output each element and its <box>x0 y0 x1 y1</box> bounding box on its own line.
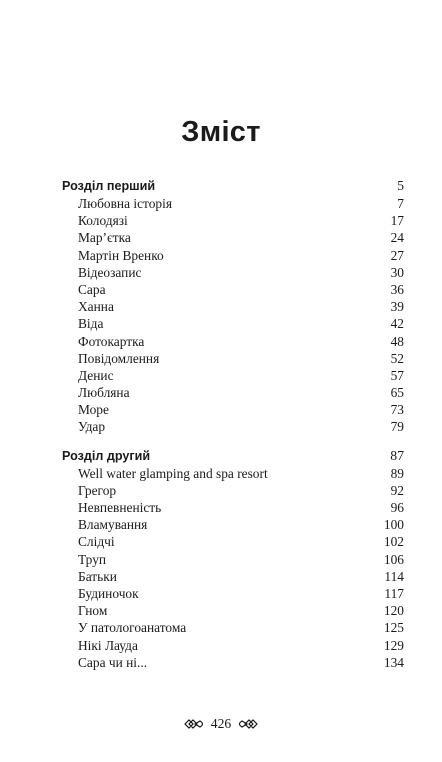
toc-section-page: 5 <box>397 178 404 193</box>
toc-entry-title: Любовна історія <box>78 196 172 211</box>
toc-entry-page: 129 <box>383 637 404 653</box>
toc-entry-title: Грегор <box>78 482 117 498</box>
ornament-icon <box>184 719 206 729</box>
toc-entry[interactable] <box>62 568 404 585</box>
toc-entry-page: 134 <box>383 654 404 670</box>
toc-entry[interactable] <box>62 516 404 533</box>
toc-entry-title: Well water glamping and spa resort <box>78 465 268 481</box>
toc-entry-title: Слідчі <box>78 534 115 550</box>
toc-entry-page: 89 <box>390 465 404 481</box>
page-number: 426 <box>210 716 232 731</box>
toc-section-heading[interactable] <box>62 176 404 195</box>
toc-section <box>62 176 404 436</box>
toc-entry-page: 27 <box>390 247 404 263</box>
ornament-icon <box>236 719 258 729</box>
table-of-contents <box>62 176 404 671</box>
toc-entry-page: 102 <box>383 534 404 550</box>
toc-entry[interactable] <box>62 482 404 499</box>
toc-entry[interactable] <box>62 315 404 332</box>
toc-entry-title: Сара <box>78 281 106 297</box>
toc-entry-page: 120 <box>383 603 404 619</box>
toc-entry-page: 65 <box>390 385 404 401</box>
toc-entry-title: Батьки <box>78 568 117 584</box>
toc-entry[interactable] <box>62 602 404 619</box>
toc-entry-page: 73 <box>390 402 404 418</box>
toc-entry-page: 48 <box>390 333 404 349</box>
toc-entry[interactable] <box>62 418 404 435</box>
toc-entry[interactable] <box>62 401 404 418</box>
toc-entry-page: 106 <box>383 551 404 567</box>
toc-section-title: Розділ другий <box>62 448 151 463</box>
toc-entry-title: Будиночок <box>78 585 139 601</box>
toc-entry[interactable] <box>62 654 404 671</box>
toc-entry[interactable] <box>62 281 404 298</box>
toc-entry-title: Вламування <box>78 517 148 533</box>
toc-entry[interactable] <box>62 619 404 636</box>
toc-section-page: 87 <box>390 447 404 463</box>
toc-entry-title: Колодязі <box>78 213 128 229</box>
toc-section <box>62 446 404 671</box>
toc-entry-title: Повідомлення <box>78 350 160 366</box>
toc-entry-page: 36 <box>390 281 404 297</box>
toc-entry-title: Мартін Вренко <box>78 247 164 263</box>
toc-entry[interactable] <box>62 384 404 401</box>
toc-entry-title: Море <box>78 402 109 418</box>
toc-entry[interactable] <box>62 585 404 602</box>
toc-entry-page: 17 <box>390 213 404 229</box>
toc-entry-page: 39 <box>390 299 404 315</box>
toc-entry-title: Гном <box>78 603 108 619</box>
toc-section-heading[interactable] <box>62 446 404 465</box>
toc-entry-page: 117 <box>384 585 404 601</box>
toc-entry[interactable] <box>62 533 404 550</box>
toc-entry-title: Удар <box>78 419 106 435</box>
toc-section-title: Розділ перший <box>62 179 156 193</box>
toc-entry-page: 52 <box>390 350 404 366</box>
toc-entry-page: 42 <box>390 316 404 332</box>
toc-entry[interactable] <box>62 264 404 281</box>
toc-entry[interactable] <box>62 367 404 384</box>
toc-entry-page: 96 <box>390 500 404 515</box>
toc-entry-title: Відеозапис <box>78 264 142 280</box>
toc-entry-title: У патологоанатома <box>78 620 187 636</box>
toc-entry-title: Денис <box>78 367 114 383</box>
toc-entry-title: Невпевненість <box>78 500 162 515</box>
toc-entry-page: 100 <box>383 517 404 533</box>
toc-entry[interactable] <box>62 247 404 264</box>
toc-entry[interactable] <box>62 298 404 315</box>
toc-entry-title: Фотокартка <box>78 333 145 349</box>
toc-entry-title: Труп <box>78 551 107 567</box>
page-title: Зміст <box>181 116 261 148</box>
toc-entry[interactable] <box>62 551 404 568</box>
toc-entry[interactable] <box>62 229 404 246</box>
toc-entry-page: 92 <box>390 482 404 498</box>
toc-entry-page: 7 <box>397 196 404 211</box>
toc-entry-title: Нікі Лауда <box>78 637 138 653</box>
toc-entry-title: Мар’єтка <box>78 230 131 246</box>
toc-entry-title: Любляна <box>78 385 130 401</box>
page-footer <box>0 715 442 733</box>
toc-entry-page: 125 <box>383 620 404 636</box>
toc-entry[interactable] <box>62 333 404 350</box>
toc-entry-page: 114 <box>384 568 404 584</box>
toc-entry-title: Віда <box>78 316 104 332</box>
toc-entry-page: 57 <box>390 367 404 383</box>
toc-entry[interactable] <box>62 637 404 654</box>
toc-entry-page: 79 <box>390 419 404 435</box>
toc-entry-page: 24 <box>390 230 404 246</box>
toc-entry[interactable] <box>62 195 404 212</box>
toc-entry[interactable] <box>62 465 404 482</box>
toc-entry-page: 30 <box>390 264 404 280</box>
toc-entry[interactable] <box>62 499 404 516</box>
toc-entry-title: Ханна <box>78 299 114 315</box>
toc-entry[interactable] <box>62 212 404 229</box>
toc-entry[interactable] <box>62 350 404 367</box>
toc-entry-title: Сара чи ні... <box>78 654 148 670</box>
